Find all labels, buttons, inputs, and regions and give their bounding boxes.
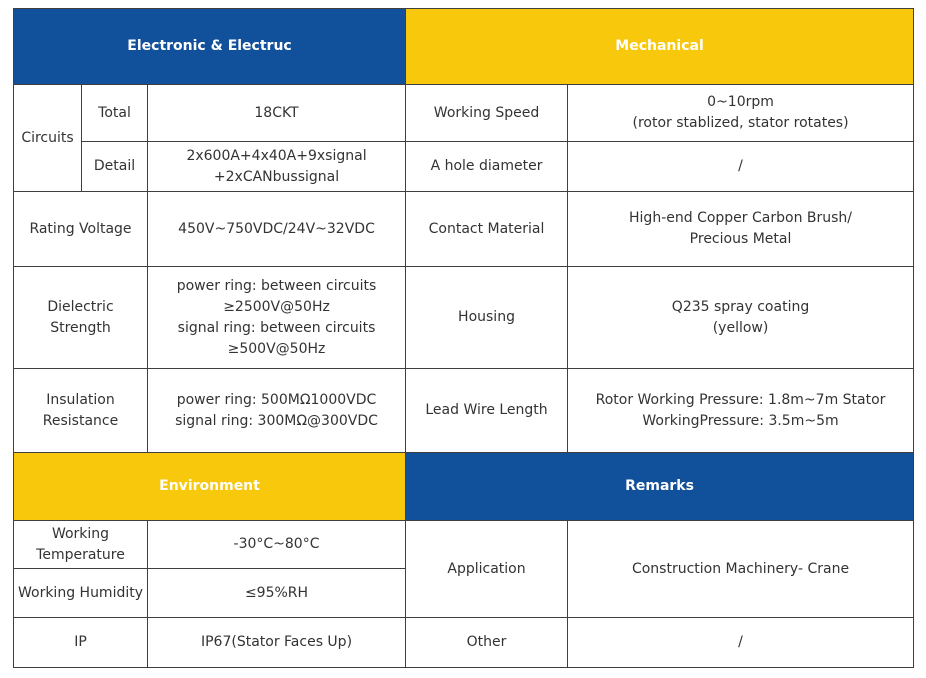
hole-diameter-value: / [568,142,914,192]
dielectric-line-3: signal ring: between circuits [177,319,376,336]
insulation-line-2: signal ring: 300MΩ@300VDC [175,412,378,429]
spec-table [13,8,914,668]
contact-material-line-2: Precious Metal [689,231,792,247]
detail-label: Detail [82,142,148,192]
contact-material-line-1: High-end Copper Carbon Brush/ [629,210,853,226]
other-value: / [568,618,914,668]
contact-material-value [568,192,914,267]
circuits-label: Circuits [14,85,82,192]
working-humidity-label: Working Humidity [14,569,148,618]
housing-line-1: Q235 spray coating [671,298,810,315]
application-label: Application [406,521,568,618]
insulation-label-line-1: Insulation [46,391,115,408]
working-speed-label: Working Speed [406,85,568,142]
detail-line-1: 2x600A+4x40A+9xsignal [186,147,367,164]
housing-line-2: (yellow) [712,319,769,336]
rating-voltage-value: 450V~750VDC/24V~32VDC [148,192,406,267]
housing-label: Housing [406,267,568,369]
insulation-resistance-label [14,369,148,453]
other-label: Other [406,618,568,668]
lead-wire-line-1: Rotor Working Pressure: 1.8m~7m Stator [595,391,886,408]
insulation-resistance-value [148,369,406,453]
housing-value [568,267,914,369]
lead-wire-line-2: WorkingPressure: 3.5m~5m [642,412,839,429]
working-temperature-label [14,521,148,569]
dielectric-line-2: ≥2500V@50Hz [223,298,330,315]
detail-line-2: +2xCANbussignal [213,168,340,185]
application-value: Construction Machinery- Crane [568,521,914,618]
detail-value [148,142,406,192]
rating-voltage-label: Rating Voltage [14,192,148,267]
working-humidity-value: ≤95%RH [148,569,406,618]
dielectric-line-4: ≥500V@50Hz [227,340,326,357]
insulation-line-1: power ring: 500MΩ1000VDC [176,391,377,408]
dielectric-strength-value [148,267,406,369]
lead-wire-length-label: Lead Wire Length [406,369,568,453]
dielectric-strength-label: Dielectric Strength [14,267,148,369]
section-header-electronic: Electronic & Electruc [14,9,406,85]
section-header-environment: Environment [14,453,406,521]
working-speed-value [568,85,914,142]
section-header-mechanical: Mechanical [406,9,914,85]
working-speed-line-1: 0~10rpm [707,94,774,110]
temperature-label-line-2: Temperature [36,546,125,563]
contact-material-label: Contact Material [406,192,568,267]
lead-wire-length-value [568,369,914,453]
hole-diameter-label: A hole diameter [406,142,568,192]
ip-value: IP67(Stator Faces Up) [148,618,406,668]
working-speed-line-2: (rotor stablized, stator rotates) [632,115,849,131]
section-header-remarks: Remarks [406,453,914,521]
temperature-label-line-1: Working [51,525,110,542]
ip-label: IP [14,618,148,668]
total-value: 18CKT [148,85,406,142]
total-label: Total [82,85,148,142]
working-temperature-value: -30°C~80°C [148,521,406,569]
insulation-label-line-2: Resistance [42,412,119,429]
dielectric-line-1: power ring: between circuits [176,277,377,294]
